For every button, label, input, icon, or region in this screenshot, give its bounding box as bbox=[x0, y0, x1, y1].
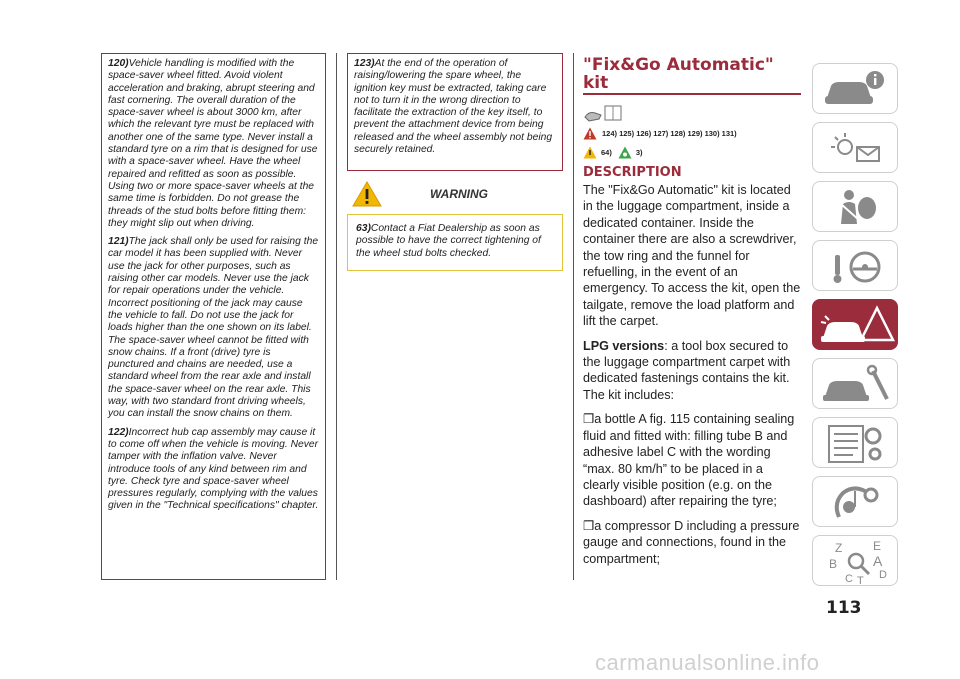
technical-data-icon bbox=[813, 418, 899, 469]
warning-lights-icon bbox=[813, 123, 899, 174]
tab-starting-driving[interactable] bbox=[812, 240, 898, 291]
car-info-icon bbox=[813, 64, 899, 115]
tab-car-info[interactable] bbox=[812, 63, 898, 114]
index-letter-d: D bbox=[879, 569, 887, 581]
lpg-paragraph: LPG versions: a tool box secured to the luggage compartment carpet with dedicated fastenings contains the kit. The kit includes: bbox=[583, 338, 791, 402]
section-title: "Fix&Go Automatic" kit bbox=[583, 55, 774, 93]
notes-box-col1 bbox=[101, 53, 326, 580]
index-letter-z: Z bbox=[835, 541, 843, 555]
warning-box bbox=[347, 214, 563, 271]
note-63: 63)Contact a Fiat Dealership as soon as possible to have the correct tightening of the wheel stud bolts checked. bbox=[356, 223, 541, 259]
starting-driving-icon bbox=[813, 241, 899, 292]
maintenance-icon bbox=[813, 359, 899, 410]
title-rule bbox=[583, 93, 801, 95]
watermark: carmanualsonline.info bbox=[595, 650, 820, 675]
index-icon bbox=[813, 536, 899, 587]
warning-label: WARNING bbox=[430, 187, 488, 201]
tab-warning-lights[interactable] bbox=[812, 122, 898, 173]
safety-airbag-icon bbox=[813, 182, 899, 233]
note-122: 122)Incorrect hub cap assembly may cause it to come off when the vehicle is moving. Never tamper with the inflation valve. Never introduce tools of any kind between rim and tyre. Check tyre and space-saver wheel pressures regularly, complying with the values given in the "Technical specifications" chapter. bbox=[108, 426, 319, 512]
note-120: 120)Vehicle handling is modified with the space-saver wheel fitted. Avoid violent acceleration and braking, abrupt steering and fast cornering. The overall duration of the space-saver wheel is about 3000 km, after which the relevant tyre must be replaced with another one of the same type. Never install a standard tyre on a rim that is designed for use with a space-saver wheel. Have the wheel repaired and refitted as soon as possible. Using two or more space-saver wheels at the same time is forbidden. Do not grease the threads of the stud bolts before fitting them: they might slip out when driving. bbox=[108, 58, 318, 229]
notes-box-col2 bbox=[347, 53, 563, 171]
column-separator bbox=[336, 53, 337, 580]
warning-small-icon bbox=[583, 146, 597, 159]
index-letter-b: B bbox=[829, 557, 838, 571]
refs-row-1 bbox=[583, 127, 801, 140]
lpg-label: LPG versions bbox=[583, 338, 665, 353]
warning-header bbox=[347, 180, 563, 208]
note-123: 123)At the end of the operation of raising/lowering the spare wheel, the ignition key must be extracted, taking care not to turn it in the wrong direction to facilitate the extraction of the key itself, to prevent the attachment device from being released and the wheel assembly not being securely retained. bbox=[354, 58, 553, 156]
note-121: 121)The jack shall only be used for raising the car model it has been supplied with. Never use the jack for other purposes, such as raising other car models. Never use the jack for repair operations under the vehicle. Incorrect positioning of the jack may cause the vehicle to fall. Do not use the jack for loads higher than the one shown on its label. The space-saver wheel cannot be fitted with snow chains. If a front (drive) tyre is punctured and chains are needed, use a standard wheel from the rear axle and install the space-saver wheel on the rear axle. This way, with two standard front driving wheels, you can install the snow chains on them. bbox=[108, 236, 319, 420]
description-paragraph: The "Fix&Go Automatic" kit is located in the luggage compartment, inside a dedicated container. Inside the container there are also a screwdriver, the tow ring and the funnel for refuelling, in the event of an emergency. To access the kit, open the tailgate, remove the load platform and lift the carpet. bbox=[583, 183, 801, 329]
environment-icon bbox=[618, 146, 632, 159]
refs-line-1: 124) 125) 126) 127) 128) 129) 130) 131) bbox=[602, 129, 737, 138]
tab-maintenance[interactable] bbox=[812, 358, 898, 409]
tab-safety[interactable] bbox=[812, 181, 898, 232]
hand-book-icon bbox=[583, 103, 801, 123]
tab-index[interactable] bbox=[812, 535, 898, 586]
tab-multimedia[interactable] bbox=[812, 476, 898, 527]
refs-warning: 64) bbox=[601, 148, 612, 157]
kit-item-compressor: ❒a compressor D including a pressure gauge and connections, found in the compartment; bbox=[583, 518, 800, 566]
tab-technical-data[interactable] bbox=[812, 417, 898, 468]
index-letter-a: A bbox=[873, 553, 883, 569]
warning-triangle-icon bbox=[352, 181, 382, 207]
danger-triangle-icon bbox=[583, 127, 597, 140]
description-heading: DESCRIPTION bbox=[583, 165, 682, 180]
column-separator-2 bbox=[573, 53, 574, 580]
index-letter-e: E bbox=[873, 539, 882, 553]
chapter-sidebar bbox=[812, 63, 898, 588]
index-letter-t: T bbox=[857, 575, 864, 587]
tab-emergency[interactable] bbox=[812, 299, 898, 350]
refs-environment: 3) bbox=[635, 148, 643, 157]
refs-row-2 bbox=[583, 146, 801, 159]
page-number: 113 bbox=[826, 598, 862, 618]
kit-item-bottle: ❒a bottle A fig. 115 containing sealing fluid and fitted with: filling tube B and adhesive label C with the wording “max. 80 km/h” to be placed in a clearly visible position (e.g. on the dashboard) after repairing the tyre; bbox=[583, 412, 795, 509]
section-fix-go bbox=[583, 56, 801, 575]
multimedia-icon bbox=[813, 477, 899, 528]
index-letter-c: C bbox=[845, 573, 853, 585]
emergency-icon bbox=[813, 300, 899, 351]
